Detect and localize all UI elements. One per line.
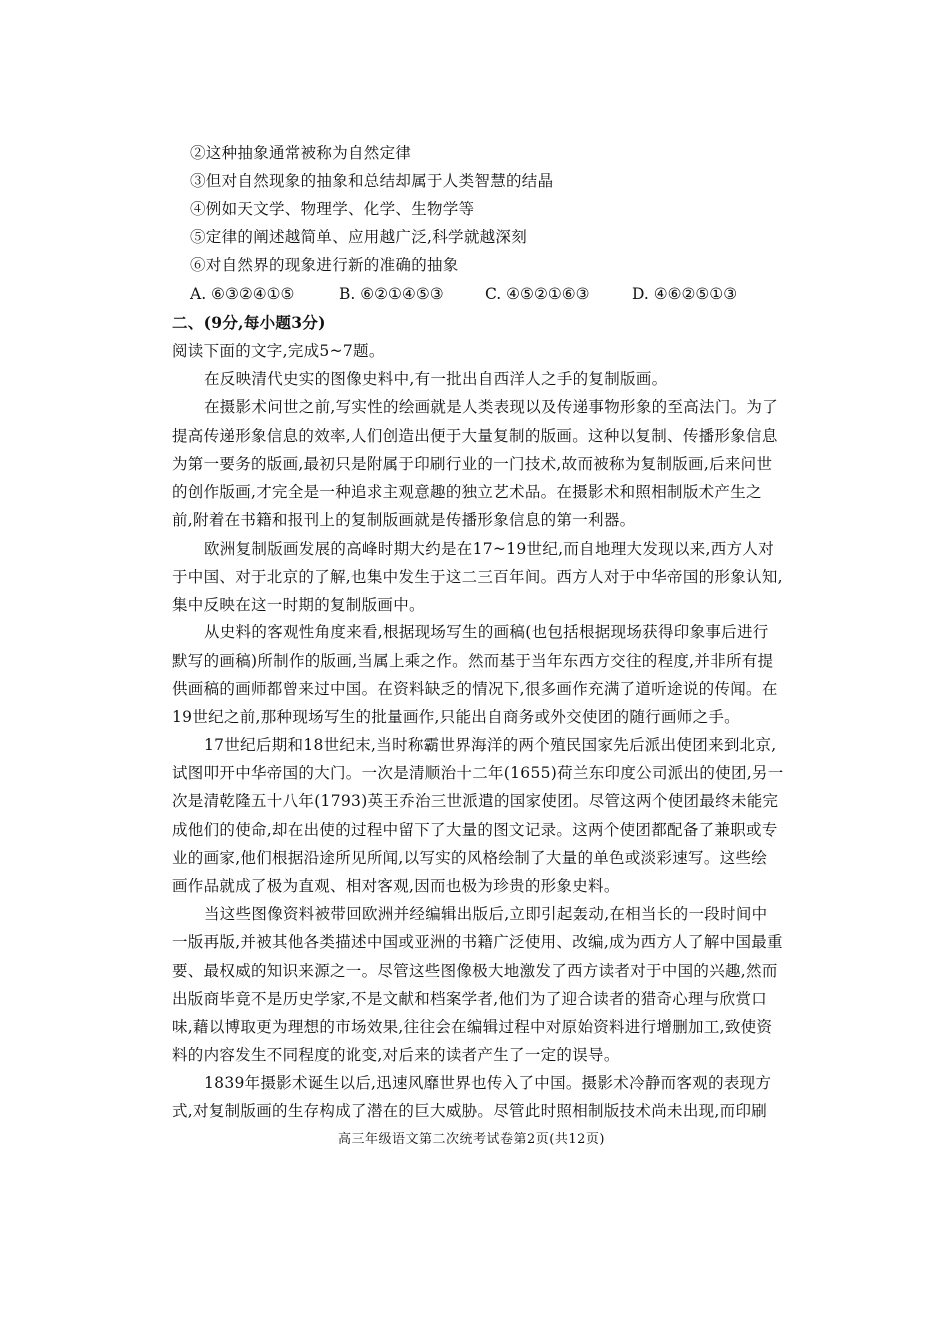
passage-line: 出版商毕竟不是历史学家,不是文献和档案学者,他们为了迎合读者的猎奇心理与欣赏口 xyxy=(172,990,768,1008)
option-c: C. ④⑤②①⑥③ xyxy=(485,285,590,303)
passage-line: 当这些图像资料被带回欧洲并经编辑出版后,立即引起轰动,在相当长的一段时间中 xyxy=(204,905,768,923)
passage-line: 在摄影术问世之前,写实性的绘画就是人类表现以及传递事物形象的至高法门。为了 xyxy=(204,398,779,416)
passage-line: 试图叩开中华帝国的大门。一次是清顺治十二年(1655)荷兰东印度公司派出的使团,另一 xyxy=(172,764,784,782)
passage-line: 成他们的使命,却在出使的过程中留下了大量的图文记录。这两个使团都配备了兼职或专 xyxy=(172,821,778,839)
reading-instruction: 阅读下面的文字,完成5~7题。 xyxy=(172,342,385,360)
passage-line: 在反映清代史实的图像史料中,有一批出自西洋人之手的复制版画。 xyxy=(204,370,668,388)
sentence-item-4: ④例如天文学、物理学、化学、生物学等 xyxy=(190,200,475,218)
option-b: B. ⑥②①④⑤③ xyxy=(339,285,444,303)
option-d: D. ④⑥②⑤①③ xyxy=(632,285,738,303)
passage-line: 业的画家,他们根据沿途所见所闻,以写实的风格绘制了大量的单色或淡彩速写。这些绘 xyxy=(172,849,768,867)
passage-line: 默写的画稿)所制作的版画,当属上乘之作。然而基于当年东西方交往的程度,并非所有提 xyxy=(172,652,774,670)
passage-line: 集中反映在这一时期的复制版画中。 xyxy=(172,596,425,614)
passage-line: 17世纪后期和18世纪末,当时称霸世界海洋的两个殖民国家先后派出使团来到北京, xyxy=(204,736,777,754)
passage-line: 为第一要务的版画,最初只是附属于印刷行业的一门技术,故而被称为复制版画,后来问世 xyxy=(172,455,773,473)
passage-line: 画作品就成了极为直观、相对客观,因而也极为珍贵的形象史料。 xyxy=(172,877,620,895)
passage-line: 从史料的客观性角度来看,根据现场写生的画稿(也包括根据现场获得印象事后进行 xyxy=(204,623,769,641)
sentence-item-5: ⑤定律的阐述越简单、应用越广泛,科学就越深刻 xyxy=(190,228,528,246)
section-heading: 二、(9分,每小题3分) xyxy=(172,313,326,332)
passage-line: 欧洲复制版画发展的高峰时期大约是在17~19世纪,而自地理大发现以来,西方人对 xyxy=(204,540,774,558)
passage-line: 一版再版,并被其他各类描述中国或亚洲的书籍广泛使用、改编,成为西方人了解中国最重 xyxy=(172,933,783,951)
sentence-item-3: ③但对自然现象的抽象和总结却属于人类智慧的结晶 xyxy=(190,172,554,190)
sentence-item-6: ⑥对自然界的现象进行新的准确的抽象 xyxy=(190,256,459,274)
passage-line: 供画稿的画师都曾来过中国。在资料缺乏的情况下,很多画作充满了道听途说的传闻。在 xyxy=(172,680,778,698)
passage-line: 1839年摄影术诞生以后,迅速风靡世界也传入了中国。摄影术冷静而客观的表现方 xyxy=(204,1074,772,1092)
passage-line: 于中国、对于北京的了解,也集中发生于这二三百年间。西方人对于中华帝国的形象认知, xyxy=(172,568,783,586)
sentence-item-2: ②这种抽象通常被称为自然定律 xyxy=(190,144,412,162)
passage-line: 式,对复制版画的生存构成了潜在的巨大威胁。尽管此时照相制版技术尚未出现,而印刷 xyxy=(172,1102,768,1120)
passage-line: 19世纪之前,那种现场写生的批量画作,只能出自商务或外交使团的随行画师之手。 xyxy=(172,708,740,726)
passage-line: 提高传递形象信息的效率,人们创造出便于大量复制的版画。这种以复制、传播形象信息 xyxy=(172,427,778,445)
passage-line: 味,藉以博取更为理想的市场效果,往往会在编辑过程中对原始资料进行增删加工,致使资 xyxy=(172,1018,773,1036)
passage-line: 的创作版画,才完全是一种追求主观意趣的独立艺术品。在摄影术和照相制版术产生之 xyxy=(172,483,762,501)
passage-line: 料的内容发生不同程度的讹变,对后来的读者产生了一定的误导。 xyxy=(172,1046,620,1064)
page-footer: 高三年级语文第二次统考试卷第2页(共12页) xyxy=(338,1132,605,1147)
passage-line: 次是清乾隆五十八年(1793)英王乔治三世派遣的国家使团。尽管这两个使团最终未能完 xyxy=(172,792,779,810)
passage-line: 前,附着在书籍和报刊上的复制版画就是传播形象信息的第一利器。 xyxy=(172,511,636,529)
option-a: A. ⑥③②④①⑤ xyxy=(190,285,295,303)
passage-line: 要、最权威的知识来源之一。尽管这些图像极大地激发了西方读者对于中国的兴趣,然而 xyxy=(172,962,778,980)
